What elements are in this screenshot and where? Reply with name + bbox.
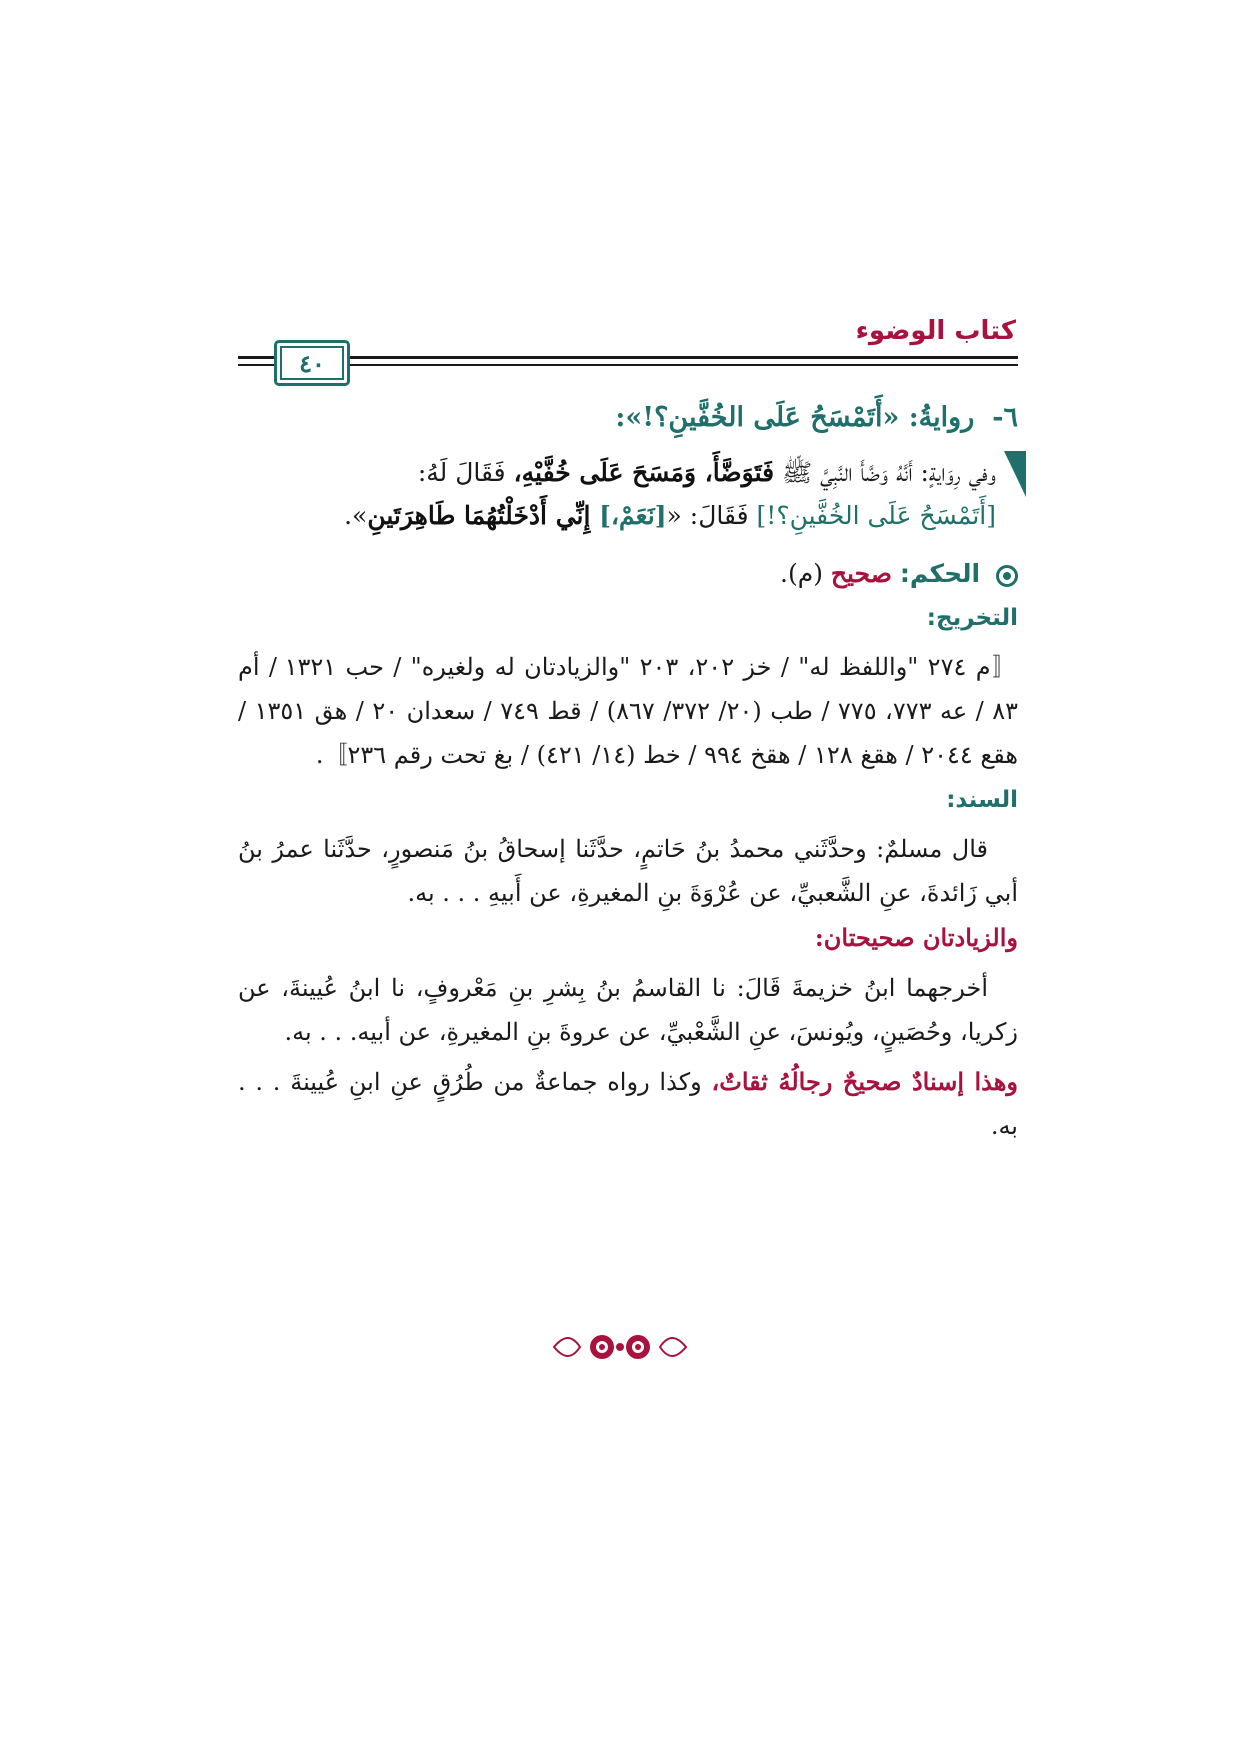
- conclusion-rest: وكذا رواه جماعةٌ من طُرُقٍ عنِ ابنِ عُيينةَ . . . به.: [238, 1068, 1018, 1140]
- document-page: [238, 316, 1018, 1148]
- conclusion-paragraph: [238, 1060, 1018, 1148]
- ziyadat-heading: والزيادتان صحيحتان:: [814, 923, 1018, 952]
- section-number: ٦-: [992, 402, 1018, 433]
- section-title: [238, 402, 1018, 433]
- ruling-line: [238, 553, 1018, 595]
- sanad-text: قال مسلمٌ: وحدَّثَني محمدُ بنُ حَاتمٍ، حدَّثَنا إسحاقُ بنُ مَنصورٍ، حدَّثَنا عمرُ بنُ أبي زَائدةَ، عنِ الشَّعبيِّ، عن عُرْوَةَ بنِ المغيرةِ، عن أَبيهِ . . . به.: [238, 835, 1018, 907]
- hadith-line1-c: فَقَالَ لَهُ:: [417, 458, 514, 487]
- ziyadat-text: أخرجهما ابنُ خزيمةَ قَالَ: نا القاسمُ بنُ بِشرِ بنِ مَعْروفٍ، نا ابنُ عُيينةَ، عن زكريا، وحُصَينٍ، ويُونسَ، عنِ الشَّعْبيِّ، عن عروةَ بنِ المغيرةِ، عن أبيه. . . به.: [238, 974, 1018, 1046]
- hadith-line2-d: إِنِّي أَدْخَلْتُهُمَا طَاهِرَتَينِ: [367, 501, 600, 530]
- hadith-addition-2: [نَعَمْ،]: [599, 501, 667, 530]
- page-number: ٤٠: [299, 348, 325, 378]
- end-ornament-icon: [550, 1330, 690, 1364]
- quote-corner-icon: [1004, 451, 1026, 497]
- header-rule-bottom: [238, 364, 1018, 366]
- takhrij-text: 〚م ٢٧٤ "واللفظ له" / خز ٢٠٢، ٢٠٣ "والزيادتان له ولغيره" / حب ١٣٢١ / أم ٨٣ / عه ٧٧٣، ٧٧٥ / طب (٢٠/ ٣٧٢/ ٨٦٧) / قط ٧٤٩ / سعدان ٢٠ / هق ١٣٥١ / هقع ٢٠٤٤ / هقغ ١٢٨ / هقخ ٩٩٤ / خط (١٤/ ٤٢١) / بغ تحت رقم ٢٣٦〛.: [238, 653, 1018, 769]
- page-number-frame: [274, 340, 350, 386]
- takhrij-heading: التخريج:: [926, 605, 1018, 631]
- hadith-line1-a: وفي رِوَايةٍ: أَنَّهُ وَضَّأَ النَّبِيَّ ﷺ: [774, 458, 996, 487]
- hadith-line1-b: فَتَوَضَّأَ، وَمَسَحَ عَلَى خُفَّيْهِ،: [513, 458, 775, 487]
- page-header: [238, 316, 1018, 396]
- book-title: كتاب الوضوء: [855, 316, 1016, 346]
- hadith-addition-1: [أَتَمْسَحُ عَلَى الخُفَّينِ؟!]: [756, 501, 996, 530]
- sanad-heading: السند:: [946, 787, 1018, 813]
- ruling-value: صحيح: [830, 559, 892, 588]
- ruling-label: الحكم:: [899, 559, 981, 588]
- hadith-line2-e: ».: [344, 501, 368, 530]
- hadith-line2-b: فَقَالَ: «: [666, 501, 757, 530]
- conclusion-highlight: وهذا إسنادٌ صحيحٌ رجالُهُ ثقاتٌ،: [711, 1067, 1018, 1096]
- hadith-text: [238, 451, 1018, 537]
- header-rule-top: [238, 356, 1018, 359]
- section-title-text: روايةُ: «أَتَمْسَحُ عَلَى الخُفَّينِ؟!»:: [615, 402, 975, 433]
- ruling-suffix: (م).: [780, 559, 831, 588]
- rosette-icon: [996, 565, 1018, 587]
